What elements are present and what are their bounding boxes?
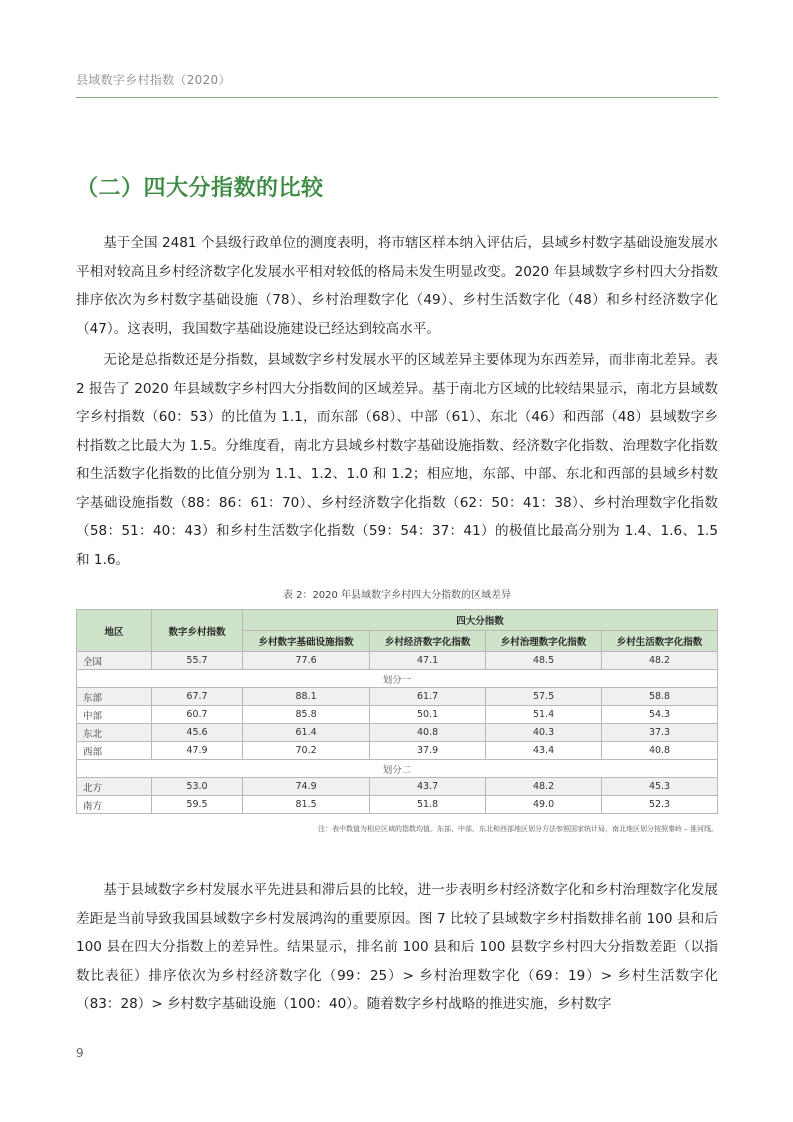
header-infra: 乡村数字基础设施指数 (243, 631, 370, 652)
cell-life: 48.2 (602, 652, 718, 670)
cell-index: 55.7 (152, 652, 243, 670)
cell-region: 东部 (77, 688, 152, 706)
cell-life: 40.8 (602, 742, 718, 760)
paragraph-3: 基于县域数字乡村发展水平先进县和滞后县的比较，进一步表明乡村经济数字化和乡村治理数字化发展差距是当前导致我国县域数字乡村发展鸿沟的重要原因。图 7 比较了县域数字乡村指数排名前 100 县和后 100 县在四大分指数上的差异性。结果显示，排名前 100 县和后 100 县数字乡村四大分指数差距（以指数比表征）排序依次为乡村经济数字化（99：25）> 乡村治理数字化（69：19）> 乡村生活数字化（83：28）> 乡村数字基础设施（100：40）。随着数字乡村战略的推进实施，乡村数字 (76, 882, 718, 1012)
header-region: 地区 (77, 610, 152, 652)
cell-econ: 43.7 (370, 778, 486, 796)
cell-life: 52.3 (602, 796, 718, 814)
cell-gov: 43.4 (486, 742, 602, 760)
header-gov: 乡村治理数字化指数 (486, 631, 602, 652)
cell-region: 西部 (77, 742, 152, 760)
table-group-row (77, 760, 718, 778)
page-number: 9 (76, 1046, 84, 1060)
cell-infra: 70.2 (243, 742, 370, 760)
table-row (77, 778, 718, 796)
table-row (77, 706, 718, 724)
cell-gov: 49.0 (486, 796, 602, 814)
paragraph-2: 无论是总指数还是分指数，县域数字乡村发展水平的区域差异主要体现为东西差异，而非南北差异。表 2 报告了 2020 年县域数字乡村四大分指数间的区域差异。基于南北方区域的比较结果显示，南北方县域数字乡村指数（60：53）的比值为 1.1，而东部（68）、中部（61）、东北（46）和西部（48）县域数字乡村指数之比最大为 1.5。分维度看，南北方县域乡村数字基础设施指数、经济数字化指数、治理数字化指数和生活数字化指数的比值分别为 1.1、1.2、1.0 和 1.2；相应地，东部、中部、东北和西部的县域乡村数字基础设施指数（88：86：61：70）、乡村经济数字化指数（62：50：41：38）、乡村治理数字化指数（58：51：40：43）和乡村生活数字化指数（59：54：37：41）的极值比最高分别为 1.4、1.6、1.5 和 1.6。 (76, 352, 718, 568)
cell-gov: 51.4 (486, 706, 602, 724)
table-row (77, 724, 718, 742)
header-econ: 乡村经济数字化指数 (370, 631, 486, 652)
table-row (77, 796, 718, 814)
table-row (77, 742, 718, 760)
header-life: 乡村生活数字化指数 (602, 631, 718, 652)
cell-life: 54.3 (602, 706, 718, 724)
cell-econ: 61.7 (370, 688, 486, 706)
cell-infra: 77.6 (243, 652, 370, 670)
regional-index-table (76, 609, 718, 814)
table-caption: 表 2：2020 年县域数字乡村四大分指数的区域差异 (282, 590, 512, 601)
cell-econ: 47.1 (370, 652, 486, 670)
cell-index: 53.0 (152, 778, 243, 796)
cell-gov: 40.3 (486, 724, 602, 742)
cell-infra: 81.5 (243, 796, 370, 814)
cell-econ: 40.8 (370, 724, 486, 742)
division-2-label: 划分二 (77, 760, 718, 778)
cell-region: 中部 (77, 706, 152, 724)
cell-infra: 88.1 (243, 688, 370, 706)
cell-infra: 74.9 (243, 778, 370, 796)
division-1-label: 划分一 (77, 670, 718, 688)
table-row (77, 688, 718, 706)
cell-gov: 48.5 (486, 652, 602, 670)
table-row (77, 652, 718, 670)
cell-region: 北方 (77, 778, 152, 796)
cell-econ: 51.8 (370, 796, 486, 814)
paragraph-1: 基于全国 2481 个县级行政单位的测度表明，将市辖区样本纳入评估后，县域乡村数字基础设施发展水平相对较高且乡村经济数字化发展水平相对较低的格局未发生明显改变。2020 年县域数字乡村四大分指数排序依次为乡村数字基础设施（78）、乡村治理数字化（49）、乡村生活数字化（48）和乡村经济数字化（47）。这表明，我国数字基础设施建设已经达到较高水平。 (76, 235, 718, 337)
table-group-row (77, 670, 718, 688)
section-title: （二）四大分指数的比较 (76, 176, 324, 201)
cell-region: 南方 (77, 796, 152, 814)
cell-econ: 37.9 (370, 742, 486, 760)
cell-index: 60.7 (152, 706, 243, 724)
cell-index: 45.6 (152, 724, 243, 742)
cell-infra: 61.4 (243, 724, 370, 742)
cell-life: 45.3 (602, 778, 718, 796)
cell-index: 67.7 (152, 688, 243, 706)
table-footnote: 注：表中数值为相应区域的指数均值。东部、中部、东北和西部地区划分方法参照国家统计局，南北地区划分按照秦岭 – 淮河线。 (318, 825, 718, 833)
header-index: 数字乡村指数 (152, 610, 243, 652)
cell-infra: 85.8 (243, 706, 370, 724)
header-divider (76, 97, 718, 98)
cell-index: 59.5 (152, 796, 243, 814)
header-sub-indices: 四大分指数 (243, 610, 718, 631)
cell-region: 全国 (77, 652, 152, 670)
cell-life: 58.8 (602, 688, 718, 706)
cell-life: 37.3 (602, 724, 718, 742)
cell-gov: 48.2 (486, 778, 602, 796)
running-header: 县域数字乡村指数（2020） (76, 73, 231, 87)
cell-gov: 57.5 (486, 688, 602, 706)
cell-econ: 50.1 (370, 706, 486, 724)
cell-region: 东北 (77, 724, 152, 742)
cell-index: 47.9 (152, 742, 243, 760)
